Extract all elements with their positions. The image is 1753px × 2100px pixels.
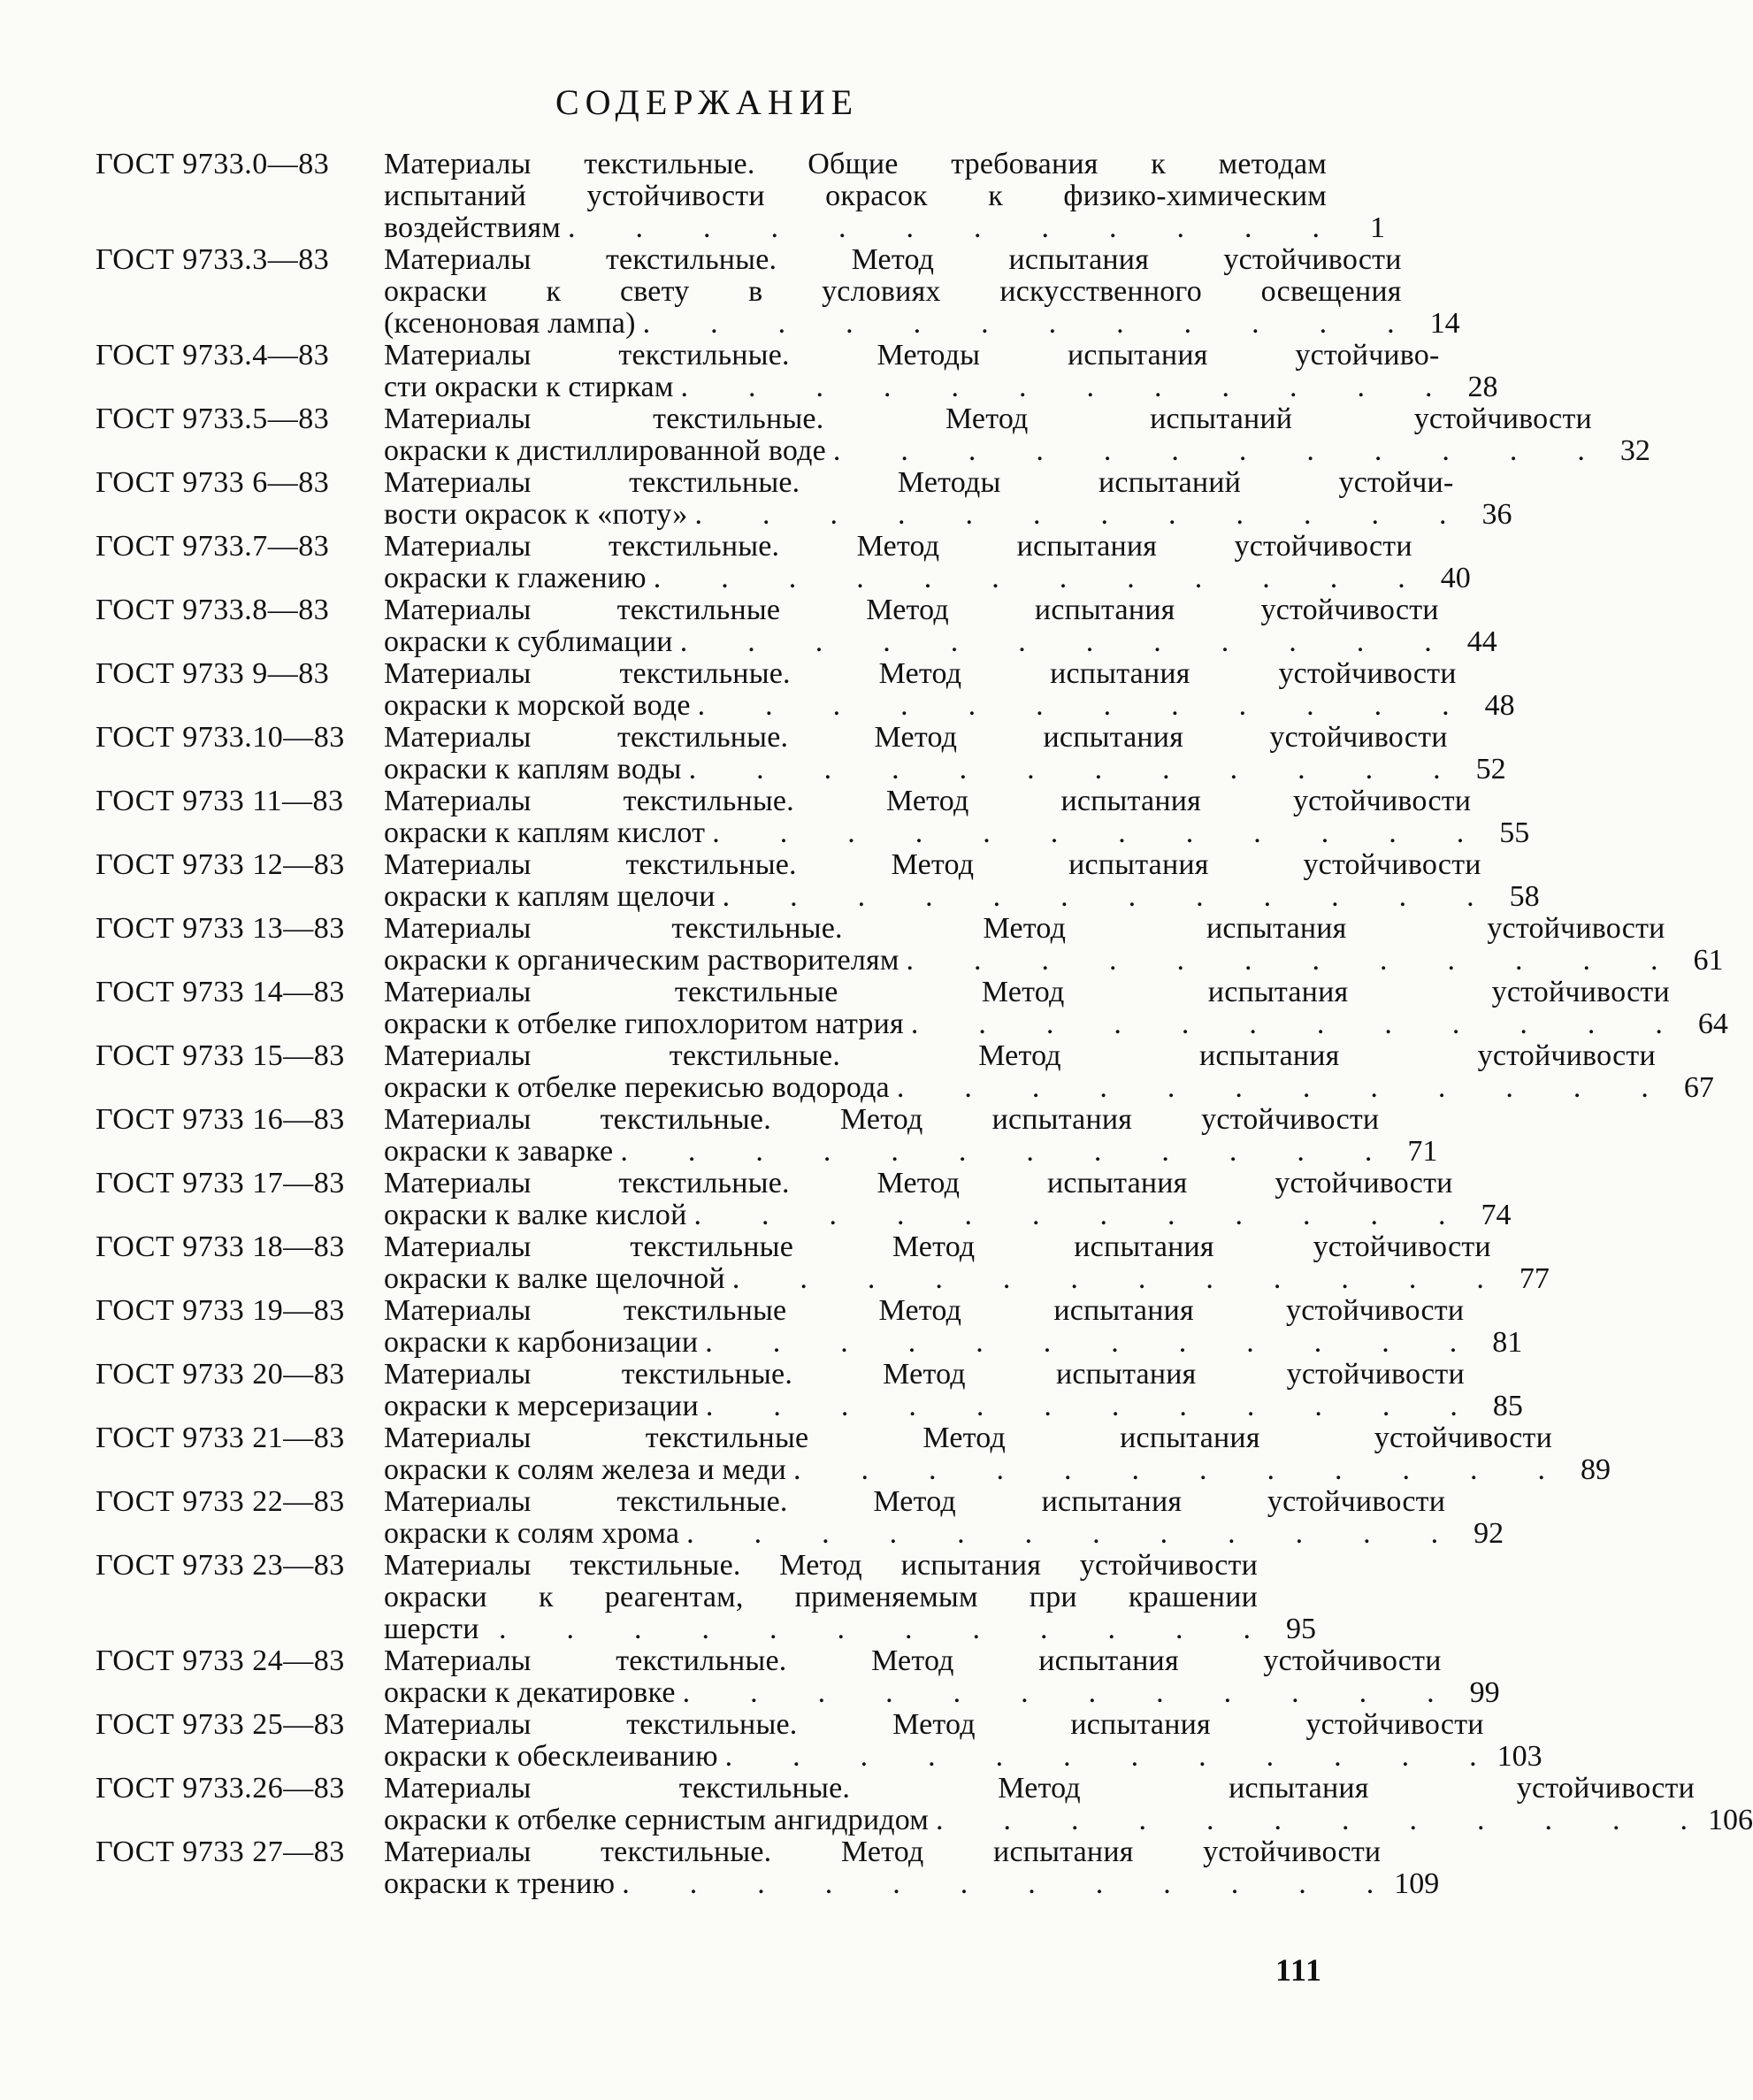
title-line-text: окраски к глажению — [384, 562, 647, 594]
title-line: Материалы текстильные. Метод испытания устойчивости — [384, 243, 1402, 276]
title-line: Материалы текстильные Метод испытания устойчивости — [384, 1230, 1491, 1263]
title-line-text: (ксеноновая лампа) — [384, 307, 636, 340]
title-line-last — [384, 1868, 1381, 1900]
standard-code: ГОСТ 9733 19—83 — [96, 1294, 345, 1327]
page-ref: 81 — [1492, 1326, 1523, 1359]
page-ref: 55 — [1499, 816, 1530, 849]
entry-title — [384, 1359, 1465, 1422]
page-ref: 28 — [1467, 371, 1498, 403]
dot-leader — [936, 1805, 1688, 1836]
title-line-last — [384, 1518, 1445, 1550]
standard-code: ГОСТ 9733 18—83 — [96, 1230, 345, 1263]
standard-code: ГОСТ 9733.7—83 — [96, 530, 330, 563]
page-ref: 103 — [1497, 1740, 1542, 1773]
page-title: СОДЕРЖАНИЕ — [555, 82, 860, 122]
toc-entry — [96, 148, 1385, 244]
title-line: Материалы текстильные. Метод испытания устойчивости — [384, 1167, 1453, 1199]
page-ref: 36 — [1481, 498, 1512, 531]
standard-code: ГОСТ 9733 9—83 — [96, 657, 330, 690]
title-line-text: окраски к дистиллированной воде — [384, 434, 826, 467]
title-line-last — [384, 1136, 1379, 1168]
dot-leader — [568, 212, 1320, 244]
dot-leader — [620, 1136, 1372, 1168]
entry-title — [384, 1836, 1381, 1900]
toc-entry — [96, 785, 1530, 849]
toc-entry — [96, 912, 1724, 977]
title-line-text: воздействиям — [384, 211, 561, 244]
title-line-last — [384, 945, 1665, 977]
dot-leader — [897, 1072, 1649, 1104]
dot-leader — [486, 1613, 1251, 1645]
dot-leader — [907, 945, 1658, 977]
standard-code: ГОСТ 9733 12—83 — [96, 848, 345, 881]
title-line: Материалы текстильные. Метод испытания устойчивости — [384, 912, 1665, 945]
title-line: Материалы текстильные. Метод испытания устойчивости — [384, 657, 1457, 690]
toc-entry — [96, 1550, 1316, 1645]
page-ref: 85 — [1492, 1390, 1523, 1422]
toc-entry — [96, 1294, 1523, 1359]
page-ref: 58 — [1509, 880, 1540, 913]
dot-leader — [694, 499, 1446, 531]
page-ref: 99 — [1469, 1676, 1500, 1709]
dot-leader — [654, 563, 1405, 594]
standard-code: ГОСТ 9733.5—83 — [96, 402, 330, 435]
title-line: Материалы текстильные Метод испытания устойчивости — [384, 976, 1670, 1008]
dot-leader — [686, 1518, 1438, 1550]
entry-title — [384, 244, 1402, 340]
entry-title — [384, 1168, 1453, 1231]
page-ref: 89 — [1580, 1453, 1611, 1486]
title-line-last — [384, 435, 1592, 467]
entry-title — [384, 1040, 1656, 1104]
page-ref: 1 — [1369, 211, 1385, 244]
page-ref: 48 — [1484, 689, 1515, 722]
title-line: Материалы текстильные. Методы испытания устойчиво- — [384, 339, 1440, 372]
title-line-text: окраски к трению — [384, 1867, 616, 1900]
dot-leader — [681, 372, 1433, 403]
entry-title — [384, 1486, 1445, 1550]
page-ref: 61 — [1693, 944, 1724, 977]
title-line-text: окраски к отбелке сернистым ангидридом — [384, 1804, 929, 1836]
page-ref: 77 — [1519, 1262, 1550, 1295]
dot-leader — [706, 1391, 1458, 1422]
page-ref: 44 — [1466, 625, 1497, 658]
standard-code: ГОСТ 9733 21—83 — [96, 1422, 345, 1454]
title-line-last — [384, 308, 1402, 340]
title-line-last — [384, 1327, 1464, 1359]
title-line-text: окраски к солям железа и меди — [384, 1453, 786, 1486]
page-number: 111 — [1275, 1952, 1322, 1988]
standard-code: ГОСТ 9733 24—83 — [96, 1644, 345, 1677]
entry-title — [384, 403, 1592, 467]
dot-leader — [622, 1868, 1374, 1900]
title-line: Материалы текстильные. Метод испытания устойчивости — [384, 1039, 1656, 1072]
title-line: Материалы текстильные. Методы испытаний устойчи- — [384, 466, 1454, 499]
title-line-last — [384, 499, 1453, 531]
dot-leader — [732, 1263, 1484, 1295]
entry-title — [384, 531, 1412, 594]
page-ref: 14 — [1429, 307, 1460, 340]
title-line: Материалы текстильные. Метод испытания устойчивости — [384, 848, 1481, 881]
title-line: Материалы текстильные Метод испытания устойчивости — [384, 1422, 1552, 1454]
toc-entry — [96, 1836, 1440, 1900]
dot-leader — [698, 690, 1450, 722]
entry-title — [384, 1709, 1484, 1773]
title-line: Материалы текстильные. Метод испытания устойчивости — [384, 785, 1472, 817]
dot-leader — [683, 1677, 1435, 1709]
entry-title — [384, 1295, 1464, 1359]
standard-code: ГОСТ 9733 6—83 — [96, 466, 330, 499]
toc-entry — [96, 530, 1471, 594]
title-line: Материалы текстильные. Метод испытания устойчивости — [384, 1836, 1382, 1868]
standard-code: ГОСТ 9733 15—83 — [96, 1039, 345, 1072]
page-ref: 92 — [1474, 1517, 1504, 1550]
title-line-last — [384, 817, 1471, 849]
title-line-text: окраски к морской воде — [384, 689, 691, 722]
standard-code: ГОСТ 9733 25—83 — [96, 1708, 345, 1741]
title-line: испытаний устойчивости окрасок к физико-химическим — [384, 180, 1327, 212]
entry-title — [384, 1550, 1258, 1645]
title-line: Материалы текстильные. Метод испытаний устойчивости — [384, 402, 1592, 435]
standard-code: ГОСТ 9733.8—83 — [96, 594, 330, 626]
title-line-last — [384, 563, 1412, 594]
title-line-text: окраски к обесклеиванию — [384, 1740, 718, 1773]
page-ref: 109 — [1394, 1867, 1440, 1900]
title-line-last — [384, 690, 1457, 722]
toc-entry — [96, 1708, 1542, 1773]
dot-leader — [712, 817, 1464, 849]
entry-title — [384, 340, 1440, 403]
page-ref: 67 — [1683, 1071, 1714, 1104]
entry-title — [384, 1773, 1695, 1836]
title-line-last — [384, 1805, 1695, 1836]
toc-entry — [96, 594, 1497, 658]
entry-title — [384, 913, 1665, 977]
entry-title — [384, 786, 1471, 849]
toc-entry — [96, 976, 1728, 1040]
toc-entry — [96, 1358, 1523, 1422]
title-line-last — [384, 626, 1439, 658]
title-line-text: окраски к заварке — [384, 1135, 614, 1168]
standard-code: ГОСТ 9733 27—83 — [96, 1836, 345, 1868]
dot-leader — [689, 754, 1441, 786]
toc-entry — [96, 848, 1540, 913]
title-line-text: окраски к каплям воды — [384, 753, 682, 786]
page-ref: 106 — [1708, 1804, 1753, 1836]
page-ref: 32 — [1619, 434, 1650, 467]
title-line: Материалы текстильные. Метод испытания устойчивости — [384, 1358, 1465, 1391]
title-line-text: окраски к валке кислой — [384, 1199, 687, 1231]
title-line-last — [384, 754, 1448, 786]
title-line: Материалы текстильные. Метод испытания устойчивости — [384, 1485, 1446, 1518]
page-ref: 74 — [1481, 1199, 1512, 1231]
title-line-text: сти окраски к стиркам — [384, 371, 674, 403]
toc-entry — [96, 657, 1515, 722]
table-of-contents — [96, 148, 1753, 1900]
standard-code: ГОСТ 9733 22—83 — [96, 1485, 345, 1518]
title-line-last — [384, 1613, 1258, 1645]
entry-title — [384, 658, 1457, 722]
entry-title — [384, 977, 1670, 1040]
title-line-last — [384, 881, 1481, 913]
title-line-text: шерсти — [384, 1613, 479, 1645]
standard-code: ГОСТ 9733 20—83 — [96, 1358, 345, 1391]
title-line: Материалы текстильные. Метод испытания устойчивости — [384, 1708, 1484, 1741]
title-line-text: окраски к органическим растворителям — [384, 944, 899, 977]
title-line: Материалы текстильные Метод испытания устойчивости — [384, 1294, 1465, 1327]
page-ref: 40 — [1440, 562, 1471, 594]
title-line-text: окраски к сублимации — [384, 625, 673, 658]
toc-entry — [96, 1772, 1753, 1836]
title-line: Материалы текстильные. Общие требования к методам — [384, 148, 1327, 180]
toc-entry — [96, 1644, 1500, 1709]
standard-code: ГОСТ 9733.26—83 — [96, 1772, 345, 1805]
entry-title — [384, 467, 1453, 531]
dot-leader — [643, 308, 1395, 340]
title-line-text: окраски к отбелке гипохлоритом натрия — [384, 1008, 904, 1040]
toc-entry — [96, 466, 1512, 531]
title-line-last — [384, 372, 1440, 403]
toc-entry — [96, 1103, 1438, 1168]
dot-leader — [833, 435, 1585, 467]
dot-leader — [705, 1327, 1457, 1359]
entry-title — [384, 1231, 1491, 1295]
title-line: Материалы текстильные. Метод испытания устойчивости — [384, 1644, 1442, 1677]
title-line-last — [384, 1199, 1453, 1231]
dot-leader — [911, 1008, 1663, 1040]
title-line-last — [384, 1454, 1552, 1486]
title-line: окраски к свету в условиях искусственного освещения — [384, 275, 1402, 308]
title-line-last — [384, 1263, 1491, 1295]
dot-leader — [793, 1454, 1545, 1486]
entry-title — [384, 1645, 1442, 1709]
toc-entry — [96, 339, 1498, 403]
standard-code: ГОСТ 9733.4—83 — [96, 339, 330, 372]
toc-entry — [96, 1485, 1504, 1550]
toc-entry — [96, 1039, 1714, 1104]
title-line-text: окраски к карбонизации — [384, 1326, 699, 1359]
title-line-last — [384, 212, 1327, 244]
standard-code: ГОСТ 9733.3—83 — [96, 243, 330, 276]
entry-title — [384, 1422, 1552, 1486]
standard-code: ГОСТ 9733.0—83 — [96, 148, 330, 180]
title-line-text: окраски к декатировке — [384, 1676, 676, 1709]
title-line: Материалы текстильные. Метод испытания устойчивости — [384, 1772, 1695, 1805]
title-line-last — [384, 1008, 1670, 1040]
title-line-text: вости окрасок к «поту» — [384, 498, 688, 531]
entry-title — [384, 722, 1448, 786]
title-line-text: окраски к валке щелочной — [384, 1262, 725, 1295]
title-line-text: окраски к каплям щелочи — [384, 880, 716, 913]
standard-code: ГОСТ 9733.10—83 — [96, 721, 345, 754]
toc-entry — [96, 402, 1650, 467]
title-line-last — [384, 1391, 1465, 1422]
page-ref: 95 — [1286, 1613, 1316, 1645]
title-line-text: окраски к солям хрома — [384, 1517, 680, 1550]
standard-code: ГОСТ 9733 14—83 — [96, 976, 345, 1008]
toc-entry — [96, 1167, 1512, 1231]
dot-leader — [723, 881, 1474, 913]
title-line: Материалы текстильные. Метод испытания устойчивости — [384, 530, 1412, 563]
title-line-last — [384, 1677, 1442, 1709]
standard-code: ГОСТ 9733 23—83 — [96, 1549, 345, 1582]
dot-leader — [694, 1199, 1446, 1231]
dot-leader — [680, 626, 1432, 658]
toc-entry — [96, 1230, 1550, 1295]
entry-title — [384, 594, 1439, 658]
standard-code: ГОСТ 9733 13—83 — [96, 912, 345, 945]
title-line: окраски к реагентам, применяемым при крашении — [384, 1581, 1258, 1613]
toc-entry — [96, 243, 1460, 340]
title-line-last — [384, 1741, 1484, 1773]
entry-title — [384, 149, 1327, 244]
page-ref: 64 — [1697, 1008, 1728, 1040]
standard-code: ГОСТ 9733 16—83 — [96, 1103, 345, 1136]
page-ref: 71 — [1407, 1135, 1438, 1168]
toc-entry — [96, 721, 1506, 786]
title-line-text: окраски к отбелке перекисью водорода — [384, 1071, 890, 1104]
entry-title — [384, 1104, 1379, 1168]
title-line: Материалы текстильные. Метод испытания устойчивости — [384, 1103, 1380, 1136]
title-line-text: окраски к мерсеризации — [384, 1390, 699, 1422]
standard-code: ГОСТ 9733 11—83 — [96, 785, 344, 817]
title-line: Материалы текстильные. Метод испытания устойчивости — [384, 1549, 1258, 1582]
title-line: Материалы текстильные Метод испытания устойчивости — [384, 594, 1439, 626]
page-ref: 52 — [1475, 753, 1506, 786]
title-line-last — [384, 1072, 1656, 1104]
dot-leader — [725, 1741, 1477, 1773]
entry-title — [384, 849, 1481, 913]
standard-code: ГОСТ 9733 17—83 — [96, 1167, 345, 1199]
title-line-text: окраски к каплям кислот — [384, 816, 706, 849]
title-line: Материалы текстильные. Метод испытания устойчивости — [384, 721, 1448, 754]
toc-entry — [96, 1422, 1611, 1486]
